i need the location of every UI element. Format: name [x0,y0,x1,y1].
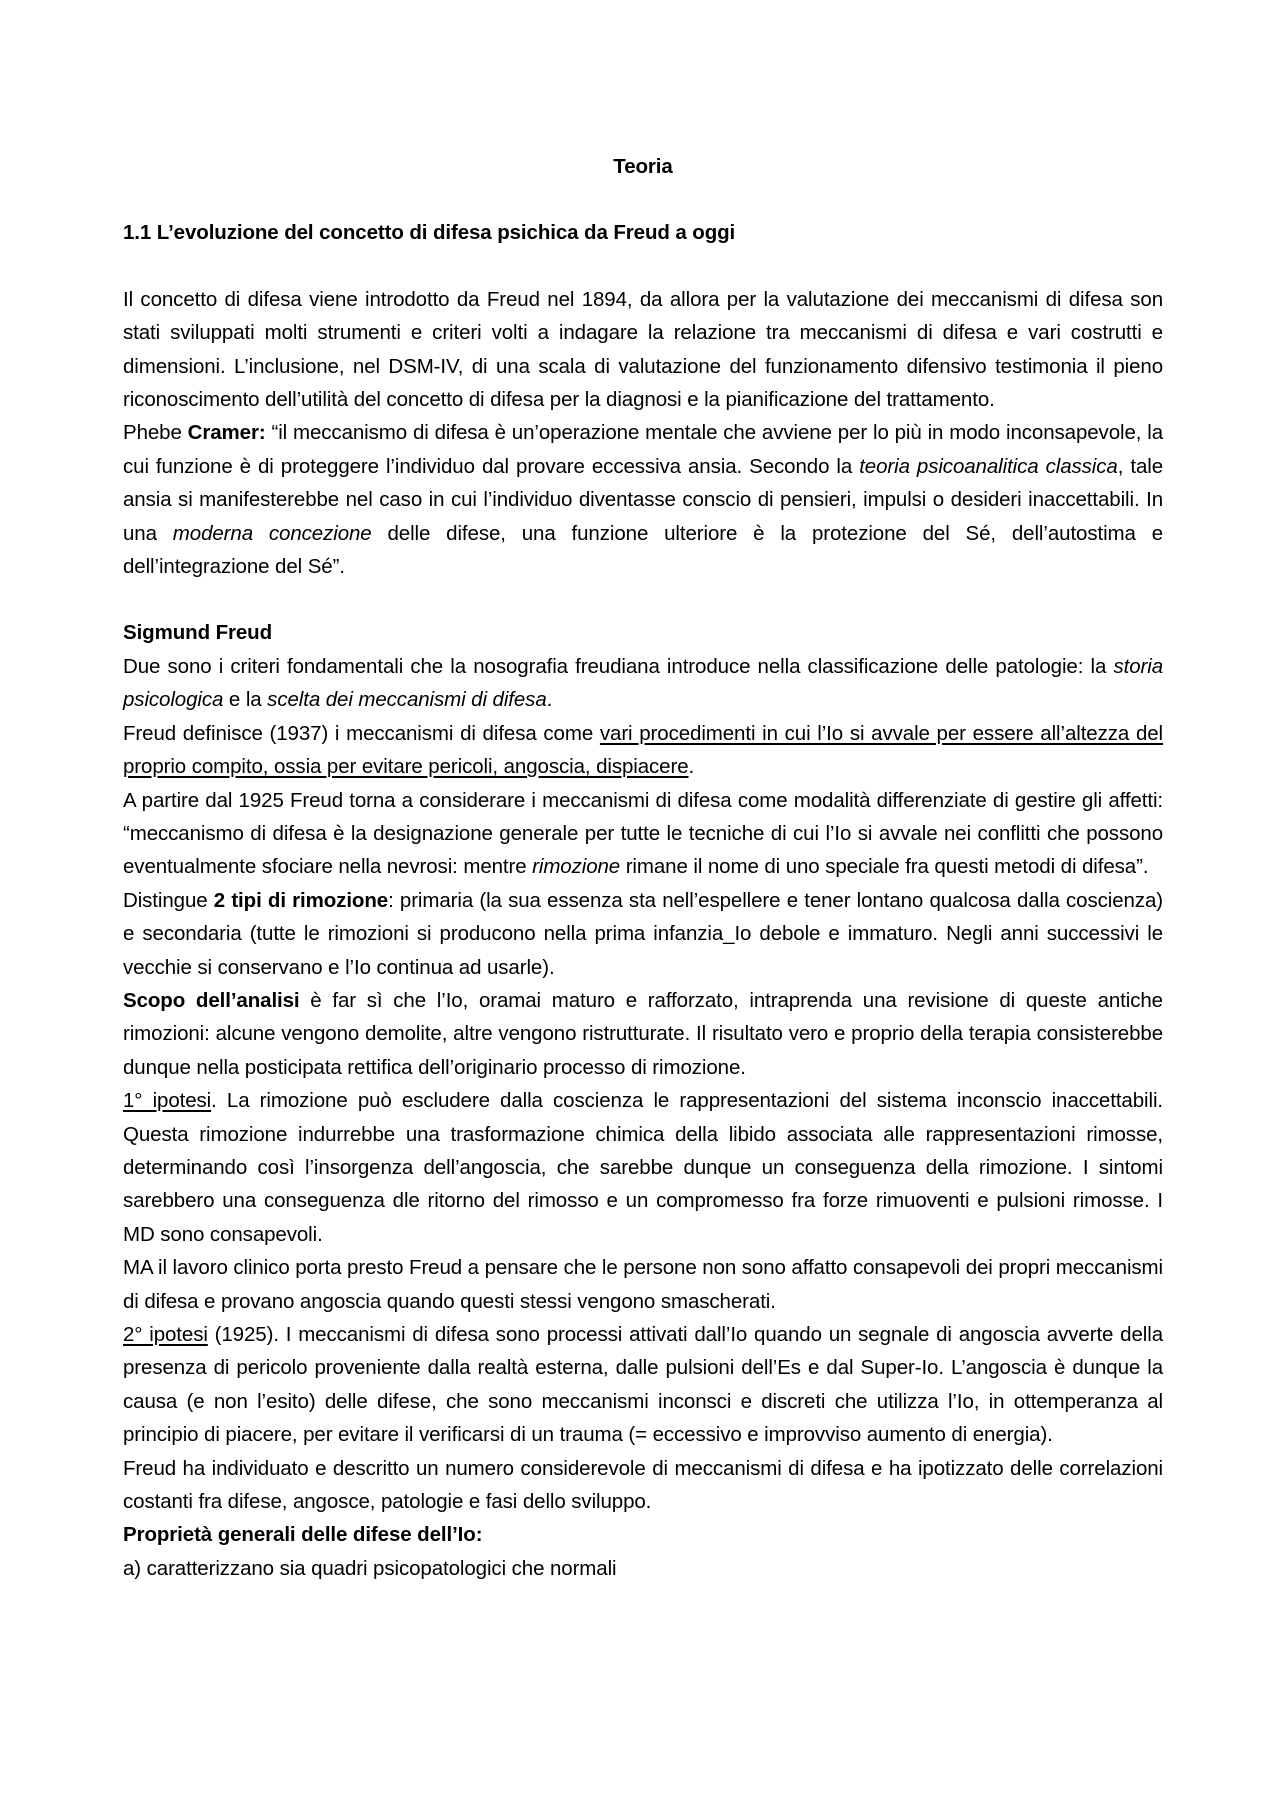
paragraph-seconda-ipotesi: 2° ipotesi (1925). I meccanismi di difesa sono processi attivati dall’Io quando un segnale di angoscia avverte della presenza di pericolo proveniente dalla realtà esterna, dalle pulsioni dell’Es e dal Super-Io. L’angoscia è dunque la causa (e non l’esito) delle difese, che sono meccanismi inconsci e discreti che utilizza l’Io, in ottemperanza al principio di piacere, per evitare il verificarsi di un trauma (= eccessivo e improvviso aumento di energia). [123,1323,1163,1447]
paragraph-definition-1937: Freud definisce (1937) i meccanismi di difesa come vari procedimenti in cui l’Io si avvale per essere all’altezza del proprio compito, ossia per evitare pericoli, angoscia, dispiacere. [123,721,1163,779]
paragraph-scopo-analisi: Scopo dell’analisi è far sì che l’Io, oramai maturo e rafforzato, intraprenda una revisione di queste antiche rimozioni: alcune vengono demolite, altre vengono ristrutturate. Il risultato vero e proprio della terapia consisterebbe dunque nella posticipata rettifica dell’originario processo di rimozione. [123,988,1163,1079]
paragraph-prima-ipotesi: 1° ipotesi. La rimozione può escludere dalla coscienza le rappresentazioni del sistema inconscio inaccettabili. Questa rimozione indurrebbe una trasformazione chimica della libido associata alle rappresentazioni rimosse, determinando così l’insorgenza dell’angoscia, che sarebbe dunque un conseguenza della rimozione. I sintomi sarebbero una conseguenza dle ritorno del rimosso e un compromesso fra forze rimuoventi e pulsioni rimosse. I MD sono consapevoli. [123,1089,1163,1246]
freud-heading: Sigmund Freud [123,621,273,645]
properties-heading: Proprietà generali delle difese dell’Io: [123,1523,483,1547]
paragraph-1925: A partire dal 1925 Freud torna a considerare i meccanismi di difesa come modalità differenziate di gestire gli affetti: “meccanismo di difesa è la designazione generale per tutte le tecniche di cui l’Io si avvale nei conflitti che possono eventualmente sfociare nella nevrosi: mentre rimozione rimane il nome di uno speciale fra questi metodi di difesa”. [123,788,1163,879]
paragraph-cramer: Phebe Cramer: “il meccanismo di difesa è un’operazione mentale che avviene per lo più in modo inconsapevole, la cui funzione è di proteggere l’individuo dal provare eccessiva ansia. Secondo la teoria psicoanalitica classica, tale ansia si manifesterebbe nel caso in cui l’individuo diventasse conscio di pensieri, impulsi o desideri inaccettabili. In una moderna concezione delle difese, una funzione ulteriore è la protezione del Sé, dell’autostima e dell’integrazione del Sé”. [123,421,1164,579]
paragraph-criteria: Due sono i criteri fondamentali che la nosografia freudiana introduce nella classificazione delle patologie: la storia psicologica e la scelta dei meccanismi di difesa. [123,654,1163,712]
page-title: Teoria [613,155,673,178]
cramer-name: Cramer: [187,421,266,445]
list-item: a) caratterizzano sia quadri psicopatologici che normali [123,1556,617,1580]
document-body [123,150,1163,1585]
paragraph-rimozione-types: Distingue 2 tipi di rimozione: primaria (la sua essenza sta nell’espellere e tener lontano qualcosa dalla coscienza) e secondaria (tutte le rimozioni si producono nella prima infanzia_Io debole e immaturo. Negli anni successivi le vecchie si conservano e l’Io continua ad usarle). [123,888,1163,979]
paragraph-lavoro-clinico: MA il lavoro clinico porta presto Freud a pensare che le persone non sono affatto consapevoli dei propri meccanismi di difesa e provano angoscia quando questi stessi vengono smascherati. [123,1256,1163,1313]
section-heading: 1.1 L’evoluzione del concetto di difesa psichica da Freud a oggi [123,221,736,245]
paragraph-intro: Il concetto di difesa viene introdotto da Freud nel 1894, da allora per la valutazione dei meccanismi di difesa son stati sviluppati molti strumenti e criteri volti a indagare la relazione tra meccanismi di difesa e vari costrutti e dimensioni. L’inclusione, nel DSM-IV, di una scala di valutazione del funzionamento difensivo testimonia il pieno riconoscimento dell’utilità del concetto di difesa per la diagnosi e la pianificazione del trattamento. [123,287,1163,412]
paragraph-freud-summary: Freud ha individuato e descritto un numero considerevole di meccanismi di difesa e ha ipotizzato delle correlazioni costanti fra difese, angosce, patologie e fasi dello sviluppo. [123,1456,1163,1514]
